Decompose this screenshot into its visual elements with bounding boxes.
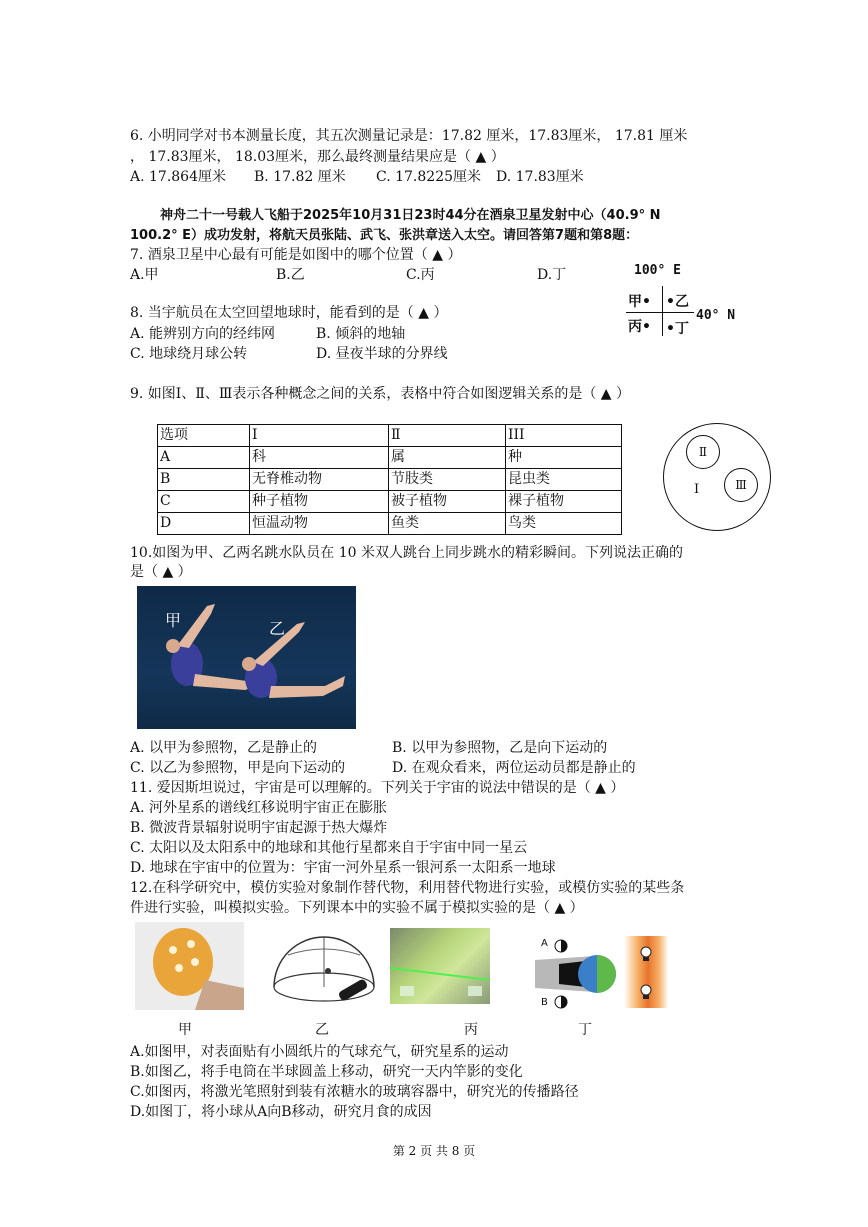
q12-option-d: D.如图丁，将小球从A向B移动，研究月食的成因 — [130, 1104, 432, 1120]
table-row — [158, 469, 622, 491]
q7-option-c: C.丙 — [406, 267, 435, 283]
point-jia: 甲• — [628, 294, 651, 310]
latitude-line — [626, 312, 694, 313]
q6-option-a: A. 17.864厘米 — [130, 169, 226, 185]
q10-stem-line2: 是（ ▲ ） — [130, 564, 192, 580]
table-cell: 鸟类 — [506, 513, 622, 535]
venn-label-1: I — [694, 482, 700, 497]
laser-illustration — [390, 928, 490, 1004]
q8-stem: 8. 当宇航员在太空回望地球时，能看到的是（ ▲ ） — [130, 305, 448, 321]
context-7-8-line1: 神舟二十一号载人飞船于2025年10月31日23时44分在酒泉卫星发射中心（40.9° N — [160, 208, 661, 223]
table-cell: 属 — [389, 447, 506, 469]
table-header-cell: III — [506, 425, 622, 447]
q10-stem-line1: 10.如图为甲、乙两名跳水队员在 10 米双人跳台上同步跳水的精彩瞬间。下列说法正确的 — [130, 545, 683, 561]
figure-label-ding: 丁 — [578, 1022, 592, 1038]
table-cell: 昆虫类 — [506, 469, 622, 491]
longitude-line — [662, 286, 663, 336]
divers-illustration — [137, 586, 356, 729]
figure-label-bing: 丙 — [464, 1022, 478, 1038]
q6-option-d: D. 17.83厘米 — [496, 169, 584, 185]
table-row — [158, 447, 622, 469]
point-yi: •乙 — [666, 294, 689, 310]
fig-ding-label-a: A — [541, 938, 548, 949]
table-row — [158, 491, 622, 513]
figure-yi-hemisphere — [268, 925, 381, 1010]
table-cell: 裸子植物 — [506, 491, 622, 513]
q10-option-a: A. 以甲为参照物，乙是静止的 — [130, 740, 318, 756]
q12-stem-line2: 件进行实验，叫模拟实验。下列课本中的实验不属于模拟实验的是（ ▲ ） — [130, 900, 584, 916]
point-ding: •丁 — [666, 321, 689, 337]
q6-option-b: B. 17.82 厘米 — [254, 169, 346, 185]
table-header-cell: 选项 — [158, 425, 250, 447]
q11-option-d: D. 地球在宇宙中的位置为：宇宙一河外星系一银河系一太阳系一地球 — [130, 860, 556, 876]
q8-option-b: B. 倾斜的地轴 — [316, 326, 406, 342]
table-header-cell: I — [250, 425, 389, 447]
q10-option-d: D. 在观众看来，两位运动员都是静止的 — [392, 760, 636, 776]
table-cell: 科 — [250, 447, 389, 469]
venn-circle-2 — [686, 435, 720, 469]
point-bing: 丙• — [628, 319, 651, 335]
table-header-cell: Ⅱ — [389, 425, 506, 447]
q10-option-c: C. 以乙为参照物，甲是向下运动的 — [130, 760, 346, 776]
photo-label-jia: 甲 — [165, 611, 182, 630]
context-7-8-line2: 100.2° E）成功发射，将航天员张陆、武飞、张洪章送入太空。请回答第7题和第8题： — [130, 228, 639, 243]
q6-option-c: C. 17.8225厘米 — [376, 169, 482, 185]
q7-option-d: D.丁 — [537, 267, 567, 283]
q9-table — [157, 424, 622, 535]
q11-option-c: C. 太阳以及太阳系中的地球和其他行星都来自于宇宙中同一星云 — [130, 840, 528, 856]
balloon-illustration — [135, 922, 244, 1010]
venn-circle-3 — [724, 468, 758, 502]
table-cell: D — [158, 513, 250, 535]
q12-stem-line1: 12.在科学研究中，模仿实验对象制作替代物，利用替代物进行实验，或模仿实验的某些条 — [130, 880, 685, 896]
longitude-label: 100° E — [634, 263, 681, 278]
table-cell: 无脊椎动物 — [250, 469, 389, 491]
q11-option-b: B. 微波背景辐射说明宇宙起源于热大爆炸 — [130, 820, 388, 836]
q6-stem-line1: 6. 小明同学对书本测量长度，其五次测量记录是：17.82 厘米，17.83厘米， 17.81 厘米 — [130, 128, 688, 144]
venn-diagram — [663, 423, 771, 531]
q12-option-b: B.如图乙，将手电筒在半球圆盖上移动，研究一天内竿影的变化 — [130, 1064, 523, 1080]
q8-option-d: D. 昼夜半球的分界线 — [316, 346, 448, 362]
q12-option-c: C.如图丙，将激光笔照射到装有浓糖水的玻璃容器中，研究光的传播路径 — [130, 1084, 579, 1100]
figure-label-jia: 甲 — [178, 1022, 192, 1038]
lamp-illustration — [624, 936, 668, 1008]
table-cell: C — [158, 491, 250, 513]
table-cell: 被子植物 — [389, 491, 506, 513]
table-cell: 种子植物 — [250, 491, 389, 513]
figure-label-yi: 乙 — [315, 1022, 329, 1038]
lat-lon-figure — [622, 260, 752, 340]
table-cell: A — [158, 447, 250, 469]
q8-option-a: A. 能辨别方向的经纬网 — [130, 326, 276, 342]
q12-option-a: A.如图甲，对表面贴有小圆纸片的气球充气，研究星系的运动 — [130, 1044, 509, 1060]
figure-bing-laser — [390, 928, 490, 1004]
figure-lamp-orange — [624, 936, 668, 1008]
table-row — [158, 513, 622, 535]
venn-label-3: Ⅲ — [735, 478, 747, 492]
q7-stem: 7. 酒泉卫星中心最有可能是如图中的哪个位置（ ▲ ） — [130, 247, 462, 263]
table-cell: 恒温动物 — [250, 513, 389, 535]
photo-label-yi: 乙 — [269, 619, 286, 638]
table-cell: 种 — [506, 447, 622, 469]
q7-option-b: B.乙 — [276, 267, 305, 283]
q6-stem-line2: ， 17.83厘米， 18.03厘米，那么最终测量结果应是（ ▲ ） — [130, 149, 505, 165]
table-cell: B — [158, 469, 250, 491]
q8-option-c: C. 地球绕月球公转 — [130, 346, 248, 362]
fig-ding-label-b: B — [541, 997, 548, 1008]
q11-option-a: A. 河外星系的谱线红移说明宇宙正在膨胀 — [130, 800, 388, 816]
table-cell: 节肢类 — [389, 469, 506, 491]
table-cell: 鱼类 — [389, 513, 506, 535]
venn-label-2: Ⅱ — [698, 445, 708, 459]
q10-option-b: B. 以甲为参照物，乙是向下运动的 — [392, 740, 608, 756]
diving-photo — [137, 586, 356, 729]
page-footer: 第 2 页 共 8 页 — [392, 1144, 476, 1158]
table-header-row — [158, 425, 622, 447]
latitude-label: 40° N — [696, 308, 736, 323]
q9-stem: 9. 如图Ⅰ、Ⅱ、Ⅲ表示各种概念之间的关系，表格中符合如图逻辑关系的是（ ▲ ） — [130, 386, 631, 402]
q11-stem: 11. 爱因斯坦说过，宇宙是可以理解的。下列关于宇宙的说法中错误的是（ ▲ ） — [130, 780, 625, 796]
hemisphere-illustration — [268, 925, 381, 1010]
figure-jia-balloon — [135, 922, 244, 1010]
q7-option-a: A.甲 — [130, 267, 159, 283]
